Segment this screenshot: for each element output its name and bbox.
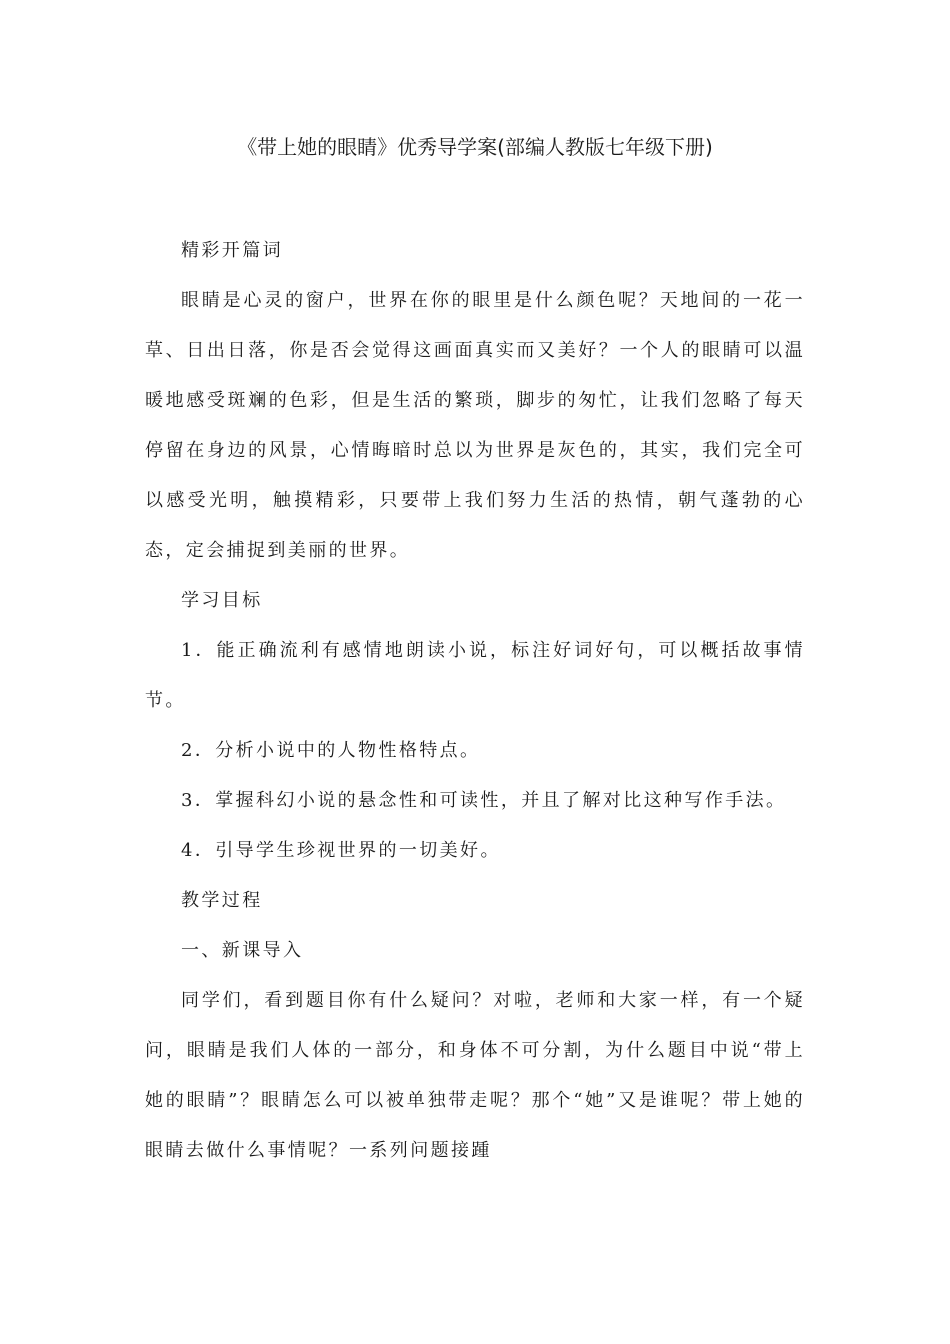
goal-item-4: 4．引导学生珍视世界的一切美好。 <box>181 840 501 861</box>
goals-heading: 学习目标 <box>181 590 263 611</box>
document-body <box>145 226 805 1176</box>
goal-item-3: 3．掌握科幻小说的悬念性和可读性，并且了解对比这种写作手法。 <box>181 790 787 811</box>
goal-item-1: 1．能正确流利有感情地朗读小说，标注好词好句，可以概括故事情节。 <box>145 640 805 711</box>
process-heading: 教学过程 <box>181 890 263 911</box>
process-subheading: 一、新课导入 <box>181 940 304 961</box>
goal-item-2: 2．分析小说中的人物性格特点。 <box>181 740 481 761</box>
process-paragraph: 同学们，看到题目你有什么疑问？对啦，老师和大家一样，有一个疑问，眼睛是我们人体的一部分，和身体不可分割，为什么题目中说“带上她的眼睛”？眼睛怎么可以被单独带走呢？那个“她”又是谁呢？带上她的眼睛去做什么事情呢？一系列问题接踵 <box>145 990 805 1161</box>
intro-heading: 精彩开篇词 <box>181 240 283 261</box>
document-title: 《带上她的眼睛》优秀导学案(部编人教版七年级下册) <box>237 135 713 159</box>
intro-paragraph: 眼睛是心灵的窗户，世界在你的眼里是什么颜色呢？天地间的一花一草、日出日落，你是否会觉得这画面真实而又美好？一个人的眼睛可以温暖地感受斑斓的色彩，但是生活的繁琐，脚步的匆忙，让我们忽略了每天停留在身边的风景，心情晦暗时总以为世界是灰色的，其实，我们完全可以感受光明，触摸精彩，只要带上我们努力生活的热情，朝气蓬勃的心态，定会捕捉到美丽的世界。 <box>145 290 805 561</box>
